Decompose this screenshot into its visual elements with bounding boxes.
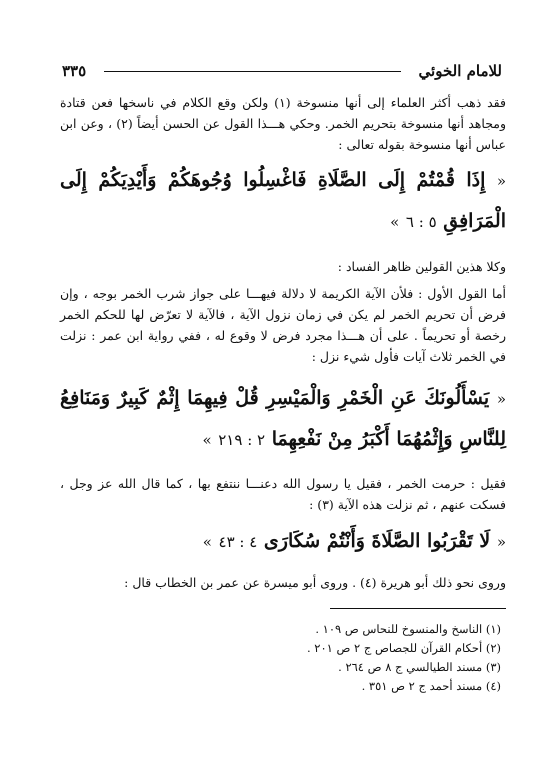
verse-text: إِذَا قُمْتُمْ إِلَى الصَّلَاةِ فَاغْسِلُوا وُجُوهَكُمْ وَأَيْدِيَكُمْ إِلَى الْمَرَافِقِ bbox=[60, 169, 506, 232]
running-title: للامام الخوئي bbox=[418, 62, 502, 80]
quran-verse-1 bbox=[60, 160, 506, 242]
verse-reference: ٢ : ٢١٩ bbox=[218, 431, 266, 449]
verse-reference: ٥ : ٦ bbox=[405, 213, 437, 231]
paragraph-4: فقيل : حرمت الخمر ، فقيل يا رسول الله دعنـــا ننتفع بها ، كما قال الله عز وجل ، فسكت عنهم ، ثم نزلت هذه الآية (٣) : bbox=[60, 476, 506, 512]
paragraph-3: أما القول الأول : فلأن الآية الكريمة لا دلالة فيهـــا على جواز شرب الخمر بوجه ، وإن فرض أن تحريم الخمر لم يكن في زمان نزول الآية ، فالآية لا تعرّض لها للحكم الخمر رخصة أو تحريماً . على أن هـــذا مجرد فرض لا وقوع له ، ففي رواية ابن عمر : نزلت في الخمر ثلاث آيات فأول شيء نزل : bbox=[60, 286, 506, 364]
quran-verse-2 bbox=[60, 378, 506, 460]
verse-open-mark: « bbox=[496, 390, 506, 408]
footnotes bbox=[201, 620, 501, 696]
footnote-divider bbox=[330, 608, 506, 609]
header-rule bbox=[104, 71, 400, 72]
page-header bbox=[62, 58, 502, 84]
verse-text: لَا تَقْرَبُوا الصَّلَاةَ وَأَنْتُمْ سُكَارَى bbox=[263, 530, 491, 552]
footnote-2: (٢) أحكام القرآن للجصاص ج ٢ ص ٢٠١ . bbox=[306, 641, 501, 655]
verse-close-mark: » bbox=[202, 431, 212, 449]
verse-open-mark: « bbox=[496, 172, 506, 190]
verse-open-mark: « bbox=[496, 533, 506, 551]
verse-close-mark: » bbox=[390, 213, 400, 231]
paragraph-1: فقد ذهب أكثر العلماء إلى أنها منسوخة (١) ولكن وقع الكلام في ناسخها فعن قتادة ومجاهد أنها منسوخة بتحريم الخمر. وحكي هـــذا القول عن الحسن أيضاً (٢) ، وعن ابن عباس أنها منسوخة بقوله تعالى : bbox=[60, 95, 506, 152]
quran-verse-3 bbox=[60, 521, 506, 562]
verse-text: يَسْأَلُونَكَ عَنِ الْخَمْرِ وَالْمَيْسِرِ قُلْ فِيهِمَا إِثْمٌ كَبِيرٌ وَمَنَافِعُ لِلنَّاسِ وَإِثْمُهُمَا أَكْبَرُ مِنْ نَفْعِهِمَا bbox=[60, 387, 506, 450]
verse-reference: ٤ : ٤٣ bbox=[218, 533, 258, 551]
footnote-4: (٤) مسند أحمد ج ٢ ص ٣٥١ . bbox=[361, 679, 501, 693]
paragraph-5: وروى نحو ذلك أبو هريرة (٤) . وروى أبو ميسرة عن عمر بن الخطاب قال : bbox=[124, 575, 506, 590]
footnote-3: (٣) مسند الطيالسي ج ٨ ص ٢٦٤ . bbox=[338, 660, 501, 674]
page-number: ٣٣٥ bbox=[62, 62, 87, 80]
paragraph-2: وكلا هذين القولين ظاهر الفساد : bbox=[337, 259, 506, 274]
footnote-1: (١) الناسخ والمنسوخ للنحاس ص ١٠٩ . bbox=[315, 622, 501, 636]
verse-close-mark: » bbox=[202, 533, 212, 551]
